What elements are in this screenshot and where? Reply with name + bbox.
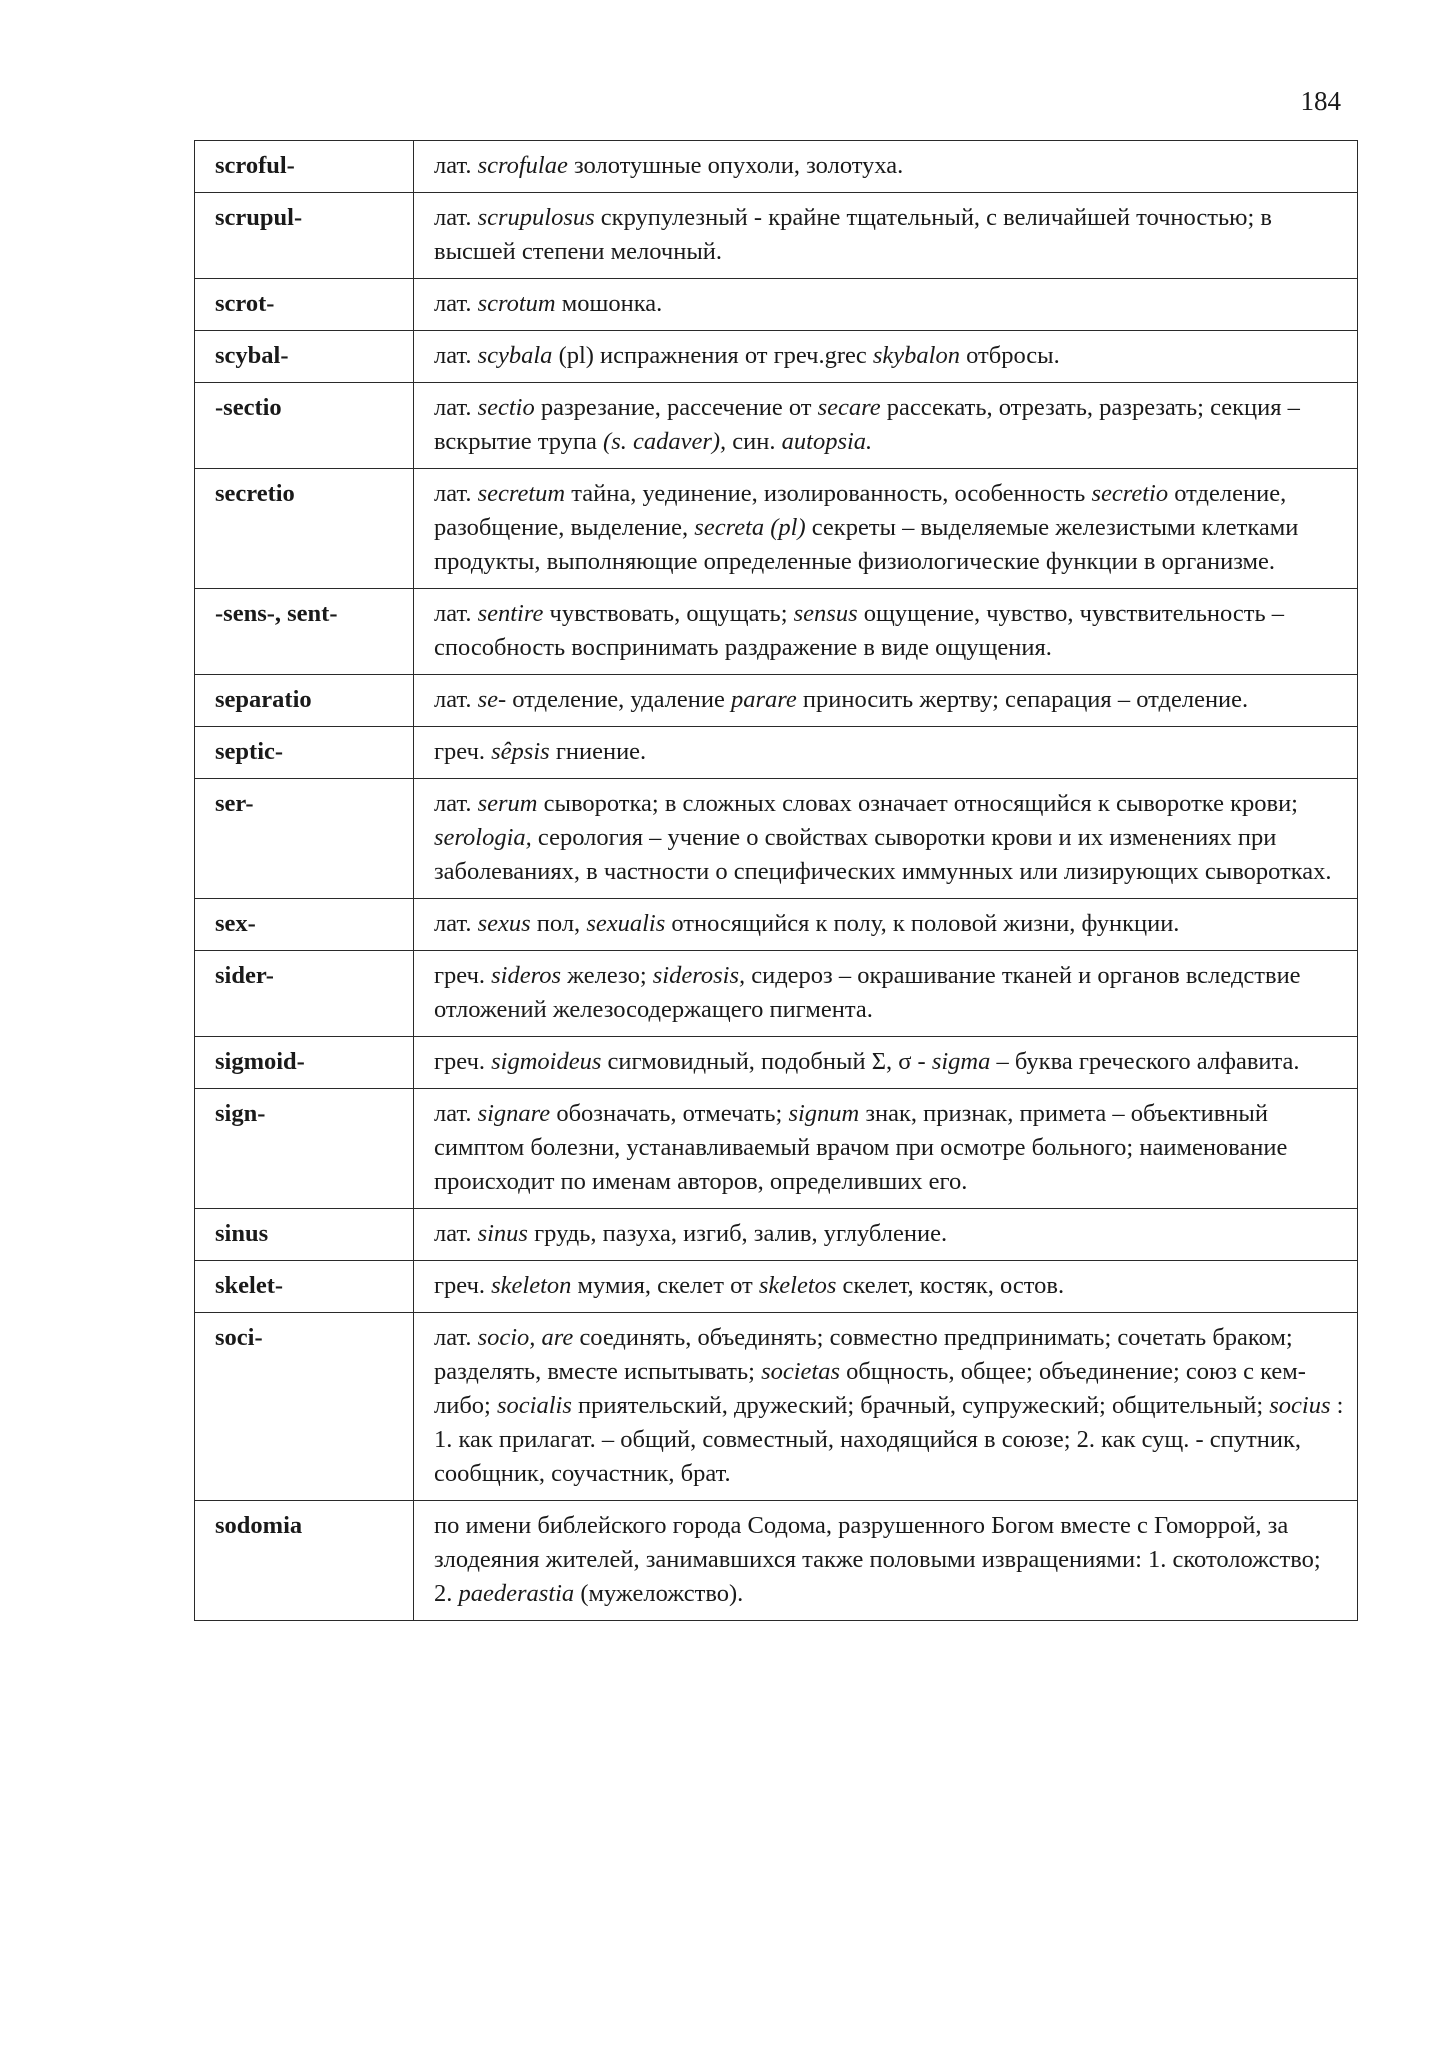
definition-italic: serum xyxy=(477,790,538,817)
definition-italic: socius xyxy=(1269,1392,1331,1419)
definition-text: (мужеложство). xyxy=(574,1580,744,1607)
definition-italic: sentire xyxy=(477,600,544,627)
definition-italic: serologia, xyxy=(434,824,532,851)
definition-italic: sexus xyxy=(477,910,531,937)
definition-text: (pl) испражнения от греч.grec xyxy=(552,342,873,369)
definition-text: греч. xyxy=(434,738,492,765)
table-row xyxy=(195,899,1358,951)
term-cell: sider- xyxy=(195,951,414,1037)
table-row xyxy=(195,1089,1358,1209)
term-cell: -sens-, sent- xyxy=(195,589,414,675)
page-number: 184 xyxy=(1300,86,1341,116)
definition-text: скелет, костяк, остов. xyxy=(836,1272,1065,1299)
definition-text: приятельский, дружеский; брачный, супружеский; общительный; xyxy=(571,1392,1270,1419)
definition-italic: paederastia xyxy=(458,1580,575,1607)
definition-text: лат. xyxy=(434,790,478,817)
definition-text: отбросы. xyxy=(959,342,1060,369)
definition-italic: socio, are xyxy=(477,1324,574,1351)
definition-text: железо; xyxy=(561,962,653,989)
definition-italic: scybala xyxy=(477,342,553,369)
definition-italic: sigma xyxy=(931,1048,991,1075)
definition-italic: scrotum xyxy=(477,290,556,317)
term-cell: soci- xyxy=(195,1313,414,1501)
definition-text: гниение. xyxy=(549,738,647,765)
glossary-table xyxy=(194,140,1358,1621)
definition-text: общность, общее; объединение; союз с кем-либо; xyxy=(434,1358,1306,1419)
term-cell: secretio xyxy=(195,469,414,589)
definition-text: мошонка. xyxy=(555,290,663,317)
definition-italic: (s. cadaver), xyxy=(603,428,727,455)
definition-italic: socialis xyxy=(497,1392,572,1419)
table-row xyxy=(195,675,1358,727)
definition-text: серология – учение о свойствах сыворотки крови и их изменениях при заболеваниях, в частности о специфических иммунных или лизирующих сыворотках. xyxy=(434,824,1332,885)
definition-italic: sideros xyxy=(491,962,562,989)
term-cell: sign- xyxy=(195,1089,414,1209)
definition-cell xyxy=(414,141,1358,193)
definition-text: рассекать, отрезать, разрезать; секция – вскрытие трупа xyxy=(434,394,1300,455)
definition-text: сидероз – окрашивание тканей и органов вследствие отложений железосодержащего пигмента. xyxy=(434,962,1301,1023)
definition-cell xyxy=(414,1261,1358,1313)
definition-text: знак, признак, примета – объективный симптом болезни, устанавливаемый врачом при осмотре больного; наименование происходит по именам авторов, определивших его. xyxy=(434,1100,1288,1195)
definition-italic: parare xyxy=(730,686,797,713)
definition-italic: secretio xyxy=(1091,480,1169,507)
definition-cell xyxy=(414,279,1358,331)
definition-cell xyxy=(414,469,1358,589)
definition-text: лат. xyxy=(434,1324,478,1351)
definition-italic: skybalon xyxy=(872,342,960,369)
term-cell: sodomia xyxy=(195,1501,414,1621)
definition-text: разрезание, рассечение от xyxy=(534,394,818,421)
term-cell: separatio xyxy=(195,675,414,727)
definition-text: сыворотка; в сложных словах означает относящийся к сыворотке крови; xyxy=(537,790,1298,817)
definition-text: отделение, разобщение, выделение, xyxy=(434,480,1287,541)
definition-italic: scrupulosus xyxy=(477,204,595,231)
term-cell: skelet- xyxy=(195,1261,414,1313)
definition-cell xyxy=(414,1089,1358,1209)
table-row xyxy=(195,1261,1358,1313)
definition-text: золотушные опухоли, золотуха. xyxy=(567,152,904,179)
definition-text: син. xyxy=(726,428,782,455)
definition-text: лат. xyxy=(434,290,478,317)
table-row xyxy=(195,469,1358,589)
definition-text: тайна, уединение, изолированность, особенность xyxy=(565,480,1092,507)
definition-text: лат. xyxy=(434,480,478,507)
definition-text: лат. xyxy=(434,1220,478,1247)
definition-italic: siderosis, xyxy=(652,962,746,989)
term-cell: sex- xyxy=(195,899,414,951)
table-row xyxy=(195,1501,1358,1621)
table-row xyxy=(195,141,1358,193)
definition-text: греч. xyxy=(434,1272,492,1299)
term-cell: scrot- xyxy=(195,279,414,331)
definition-italic: sinus xyxy=(477,1220,528,1247)
definition-italic: se- xyxy=(477,686,507,713)
definition-italic: societas xyxy=(761,1358,841,1385)
definition-cell xyxy=(414,193,1358,279)
definition-text: относящийся к полу, к половой жизни, функции. xyxy=(665,910,1180,937)
table-row xyxy=(195,727,1358,779)
definition-text: приносить жертву; сепарация – отделение. xyxy=(796,686,1249,713)
definition-text: : 1. как прилагат. – общий, совместный, находящийся в союзе; 2. как сущ. - спутник, сообщник, соучастник, брат. xyxy=(434,1392,1344,1487)
definition-text: соединять, объединять; совместно предпринимать; сочетать браком; разделять, вместе испытывать; xyxy=(434,1324,1293,1385)
glossary-body xyxy=(195,141,1358,1621)
definition-cell xyxy=(414,727,1358,779)
term-cell: ser- xyxy=(195,779,414,899)
definition-cell xyxy=(414,1501,1358,1621)
definition-text: отделение, удаление xyxy=(506,686,731,713)
definition-italic: sêpsis xyxy=(491,738,550,765)
definition-text: лат. xyxy=(434,600,478,627)
term-cell: septic- xyxy=(195,727,414,779)
term-cell: scroful- xyxy=(195,141,414,193)
definition-italic: sigmoideus xyxy=(491,1048,602,1075)
term-cell: -sectio xyxy=(195,383,414,469)
table-row xyxy=(195,383,1358,469)
definition-italic: sexualis xyxy=(586,910,666,937)
term-cell: sigmoid- xyxy=(195,1037,414,1089)
table-row xyxy=(195,589,1358,675)
table-row xyxy=(195,1313,1358,1501)
definition-cell xyxy=(414,1209,1358,1261)
table-row xyxy=(195,193,1358,279)
definition-italic: secreta (pl) xyxy=(694,514,806,541)
definition-text: лат. xyxy=(434,204,478,231)
definition-cell xyxy=(414,675,1358,727)
definition-italic: secretum xyxy=(477,480,566,507)
table-row xyxy=(195,331,1358,383)
definition-cell xyxy=(414,331,1358,383)
definition-cell xyxy=(414,951,1358,1037)
definition-italic: signum xyxy=(788,1100,860,1127)
definition-text: чувствовать, ощущать; xyxy=(543,600,794,627)
definition-text: – буква греческого алфавита. xyxy=(990,1048,1300,1075)
definition-text: греч. xyxy=(434,1048,492,1075)
definition-italic: skeleton xyxy=(491,1272,572,1299)
definition-italic: sensus xyxy=(793,600,858,627)
definition-text: скрупулезный - крайне тщательный, с величайшей точностью; в высшей степени мелочный. xyxy=(434,204,1272,265)
definition-italic: secare xyxy=(817,394,881,421)
definition-italic: signare xyxy=(477,1100,551,1127)
definition-text: лат. xyxy=(434,394,478,421)
definition-cell xyxy=(414,589,1358,675)
term-cell: sinus xyxy=(195,1209,414,1261)
definition-cell xyxy=(414,779,1358,899)
table-row xyxy=(195,1209,1358,1261)
definition-cell xyxy=(414,1313,1358,1501)
definition-text: мумия, скелет от xyxy=(571,1272,759,1299)
definition-cell xyxy=(414,383,1358,469)
definition-text: лат. xyxy=(434,910,478,937)
definition-text: ощущение, чувство, чувствительность – способность воспринимать раздражение в виде ощущения. xyxy=(434,600,1285,661)
definition-italic: skeletos xyxy=(758,1272,837,1299)
definition-cell xyxy=(414,899,1358,951)
term-cell: scrupul- xyxy=(195,193,414,279)
definition-text: лат. xyxy=(434,342,478,369)
definition-italic: autopsia. xyxy=(781,428,873,455)
table-row xyxy=(195,779,1358,899)
definition-text: по имени библейского города Содома, разрушенного Богом вместе с Гоморрой, за злодеяния жителей, занимавшихся также половыми извращениями: 1. скотоложство; 2. xyxy=(434,1512,1321,1607)
definition-text: секреты – выделяемые железистыми клетками продукты, выполняющие определенные физиологические функции в организме. xyxy=(434,514,1299,575)
definition-text: грудь, пазуха, изгиб, залив, углубление. xyxy=(527,1220,948,1247)
table-row xyxy=(195,951,1358,1037)
definition-italic: scrofulae xyxy=(477,152,568,179)
term-cell: scybal- xyxy=(195,331,414,383)
definition-italic: sectio xyxy=(477,394,535,421)
definition-text: сигмовидный, подобный Σ, σ - xyxy=(601,1048,932,1075)
definition-text: лат. xyxy=(434,1100,478,1127)
definition-text: пол, xyxy=(530,910,587,937)
table-row xyxy=(195,279,1358,331)
definition-text: лат. xyxy=(434,686,478,713)
definition-cell xyxy=(414,1037,1358,1089)
definition-text: лат. xyxy=(434,152,478,179)
definition-text: греч. xyxy=(434,962,492,989)
table-row xyxy=(195,1037,1358,1089)
definition-text: обозначать, отмечать; xyxy=(550,1100,789,1127)
